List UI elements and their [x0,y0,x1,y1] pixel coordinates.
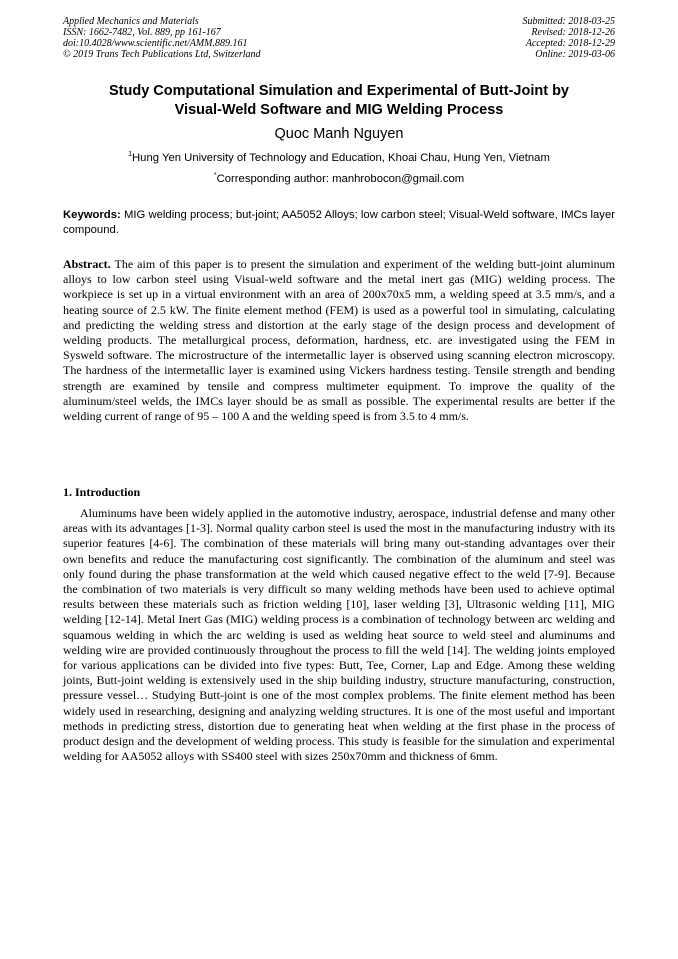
corresponding-text[interactable]: Corresponding author: manhrobocon@gmail.com [216,173,465,185]
affiliation-text: Hung Yen University of Technology and Education, Khoai Chau, Hung Yen, Vietnam [132,152,550,164]
corresponding-marker: * [213,172,217,180]
introduction-paragraph: Aluminums have been widely applied in the automotive industry, aerospace, industrial defense and many other areas with its advantages [1-3]. Normal quality carbon steel is used the most in the manufacturing industry with its superior features [4-6]. The combination of these materials will bring many out-standing advantages over their own benefits and reduce the manufacturing cost significantly. The combination of the aluminum and steel was only found during the phase transformation at the weld which caused negative effect to the weld [7-9]. Because the combination of two materials is very difficult so many welding methods have been used to achieve optimal results between these materials such as friction welding [10], laser welding [3], Ultrasonic welding [11], MIG welding [12-14]. Metal Inert Gas (MIG) welding process is a combination of technology between arc welding and squamous welding in which the arc welding is used as welding heat source to weld steel and aluminums and welding wire are provided continuously throughout the process to fill the weld [14]. The welding joints employed for various applications can be divided into five types: Butt, Tee, Corner, Lap and Edge. Among these welding joints, Butt-joint welding is extensively used in the ship building industry, structure manufacturing, construction, pressure vessel… Studying Butt-joint is one of the most complex problems. The finite element method has been widely used in researching, designing and analyzing welding structures. It is one of the most useful and important methods in predicting stress, distortion due to generating heat when welding at the first phase in the process of product design and the development of welding process. This study is feasible for the simulation and experimental welding for AA5052 alloys with SS400 steel with sizes 250x70mm and thickness of 6mm. [63,506,615,764]
accepted-date: Accepted: 2018-12-29 [525,38,615,49]
keywords-label: Keywords: [63,209,121,221]
abstract-text: The aim of this paper is to present the simulation and experiment of the welding butt-joint aluminum alloys to low carbon steel using Visual-weld software and the metal inert gas (MIG) welding process. The workpiece is set up in a virtual environment with an area of 200x70x5 mm, a welding speed at 3.5 mm/s, and a heating source of 2.5 kW. The finite element method (FEM) is used as a powerful tool in simulating, calculating and predicting the welding stress and distortion at the early stage of the design process and development of welding products. The metallurgical process, deformation, hardness, etc. are investigated using the FEM in Sysweld software. The microstructure of the intermetallic layer is observed using scanning electron microscopy. The hardness of the intermetallic layer is examined using Vickers hardness testing. Tensile strength and bending strength are examined by tensile and compress multimeter equipment. To improve the quality of the aluminum/steel welds, the IMCs layer should be as small as possible. The experimental results are better if the welding current of range of 95 – 100 A and the welding speed is from 3.5 to 4 mm/s. [63,257,615,424]
revised-date: Revised: 2018-12-26 [531,27,615,38]
author-name: Quoc Manh Nguyen [274,126,404,142]
keywords-text: MIG welding process; but-joint; AA5052 Alloys; low carbon steel; Visual-Weld software, IMCs layer compound. [63,209,616,236]
submitted-date: Submitted: 2018-03-25 [522,16,615,27]
keywords-block [63,208,615,237]
doi-link[interactable]: doi:10.4028/www.scientific.net/AMM.889.161 [63,38,248,49]
submission-dates [523,16,616,60]
issn-line: ISSN: 1662-7482, Vol. 889, pp 161-167 [63,27,221,38]
title-line-2: Visual-Weld Software and MIG Welding Process [174,102,504,118]
online-date: Online: 2019-03-06 [535,49,615,60]
journal-header [63,16,615,60]
title-line-1: Study Computational Simulation and Experimental of Butt-Joint by [109,83,569,99]
journal-name: Applied Mechanics and Materials [63,16,199,27]
affiliation-marker: 1 [128,151,133,159]
abstract-label: Abstract. [63,257,111,271]
corresponding-author [63,172,615,186]
author-affiliation [63,151,615,165]
abstract-block [63,257,615,424]
paper-title [63,82,615,120]
copyright-line: © 2019 Trans Tech Publications Ltd, Switzerland [63,49,261,60]
section-heading-introduction: 1. Introduction [63,485,141,499]
journal-info [63,16,261,60]
